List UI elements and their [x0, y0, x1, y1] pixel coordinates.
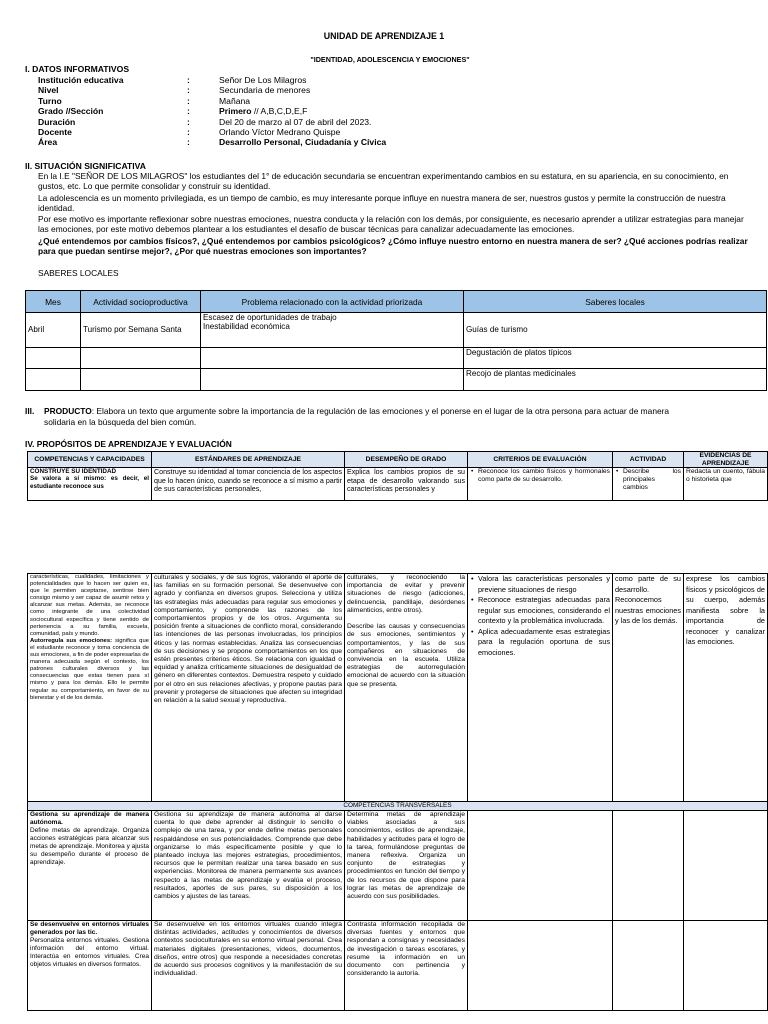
criterio-cell	[468, 468, 613, 501]
colon: :	[187, 85, 190, 96]
comp-cell	[28, 574, 152, 802]
comp-title: Se desenvuelve en entornos virtuales generados por las tic.	[30, 921, 149, 936]
info-label: Duración	[38, 116, 76, 127]
situation-line: La adolescencia es un momento privilegiada, es un tiempo de cambio, es muy interesante porque influye en nuestra manera de ser, nuestros gustos y permite la construcción de nuestra	[38, 193, 726, 203]
empty-cell	[468, 921, 613, 1011]
colon: :	[187, 106, 190, 117]
situation-line: las emociones, por este motivo debemos plantear a los estudiantes el desafío de buscar técnicas para canalizar adecuadamente las emociones.	[38, 224, 575, 234]
situation-line: identidad.	[38, 203, 75, 213]
evidencia-cell: Redacta un cuento, fábula o historieta que	[684, 468, 768, 501]
situation-question: para que puedan sentirse mejor?, ¿Por qué nuestras emociones son importantes?	[38, 246, 367, 256]
info-label: Grado //Sección	[38, 106, 104, 117]
header-problema: Problema relacionado con la actividad priorizada	[201, 291, 464, 313]
info-value	[219, 106, 386, 116]
estandar-cell: Construye su identidad al tomar conciencia de los aspectos que lo hacen único, cuando se reconoce a sí mismo a partir de sus características personales,	[152, 468, 345, 501]
section1-heading: I. DATOS INFORMATIVOS	[25, 64, 130, 74]
producto-label: PRODUCTO	[44, 406, 92, 416]
comp-text: características, cualidades, limitaciones y potencialidades que lo hacen ser quien es, que le permiten aceptarse, sentirse bien consigo mismo y ser capaz de asumir retos y alcanzar sus metas. Además, se reconoce como integrante de una colectividad sociocultural específica y tiene sentido de pertenencia a su familia, escuela, comunidad, país y mundo.	[30, 574, 149, 637]
actividad-item: • Describe los principales cambios	[623, 468, 681, 492]
colon: :	[187, 95, 190, 106]
criterio-item: • Reconoce los cambio físicos y hormonales como parte de su desarrollo.	[478, 468, 610, 484]
propositos-table-page1	[27, 451, 768, 501]
info-label: Área	[38, 137, 58, 148]
desempeno-cell: Determina metas de aprendizaje viables asociadas a sus conocimientos, estilos de aprendizaje, habilidades y actitudes para el logro de la tarea, formulándose preguntas de manera reflexiva. Organiza un conjunto de estrategias y procedimientos en función del tiempo y de los recursos de que dispone para lograr las metas de aprendizaje de acuerdo con sus posibilidades.	[345, 811, 468, 921]
header-actividad: Actividad socioproductiva	[81, 291, 201, 313]
info-label: Nivel	[38, 85, 59, 96]
comp-cell	[28, 468, 152, 501]
desempeno-cell: Contrasta información recopilada de diversas fuentes y entornos que respondan a consignas y necesidades de investigación o tareas escolares, y resume la información en un documento con pertinencia y considerando la autoría.	[345, 921, 468, 1011]
estandar-cell: culturales y sociales, y de sus logros, valorando el aporte de las familias en su formación personal. Se desenvuelve con agrado y confianza en diversos grupos. Selecciona y utiliza las estrategias más adecuadas para regular sus emociones y comportamiento, y comprende las razones de los comportamientos propios y de los otros. Argumenta su posición frente a situaciones de conflicto moral, considerando las intenciones de las personas involucradas, los principios éticos y las normas establecidas. Analiza las consecuencias de sus decisiones y se propone comportamientos en los que estén presentes criterios éticos. Se relaciona con igualdad o equidad y analiza críticamente situaciones de desigualdad de género en diferentes contextos. Demuestra respeto y cuidado por el otro en sus relaciones afectivas, y propone pautas para prevenir y protegerse de situaciones que afecten su integridad en relación a la salud sexual y reproductiva.	[152, 574, 345, 802]
table-cell	[26, 348, 81, 369]
criterio-cell	[468, 574, 613, 802]
desempeno-cell: Explica los cambios propios de su etapa de desarrollo valorando sus características personales y	[345, 468, 468, 501]
table-cell: Turismo por Semana Santa	[81, 313, 201, 348]
table-cell	[81, 348, 201, 369]
header-actividad: ACTIVIDAD	[613, 452, 684, 468]
table-cell	[201, 369, 464, 391]
comp-text: Personaliza entornos virtuales. Gestiona información del entorno virtual. Interactúa en entornos virtuales. Crea objetos virtuales en diversos formatos.	[30, 937, 149, 968]
situation-question: ¿Qué entendemos por cambios físicos?, ¿Qué entendemos por cambios psicológicos? ¿Cómo influye nuestro entorno en nuestra manera de ser? ¿Qué acciones podrías realizar	[38, 236, 748, 246]
empty-cell	[468, 811, 613, 921]
header-estandares: ESTÁNDARES DE APRENDIZAJE	[152, 452, 345, 468]
desempeno-text: culturales, y reconociendo la importancia de evitar y prevenir situaciones de riesgo (adicciones, delincuencia, pandillaje, desórdenes alimenticios, entre otros).	[347, 574, 465, 614]
comp-title: CONSTRUYE SU IDENTIDAD	[30, 468, 117, 476]
section2-heading: II. SITUACIÓN SIGNIFICATIVA	[25, 161, 146, 171]
info-label: Docente	[38, 126, 72, 137]
estandar-cell: Se desenvuelve en los entornos virtuales cuando integra distintas actividades, actitudes y conocimientos de diversos contextos socioculturales en su entorno virtual personal. Crea materiales digitales (presentaciones, videos, documentos, diseños, entre otros) que responde a necesidades concretas de acuerdo sus procesos cognitivos y la manifestación de su individualidad.	[152, 921, 345, 1011]
estandar-cell: Gestiona su aprendizaje de manera autónoma al darse cuenta lo que debe aprender al distinguir lo sencillo o complejo de una tarea, y por ende define metas personales respaldándose en sus potencialidades. Comprende que debe organizarse lo más específicamente posible y que lo planteado incluya las mejores estrategias, procedimientos, recursos que le permitan realizar una tarea basado en sus experiencias. Monitorea de manera permanente sus avances respecto a las metas de aprendizaje y evalúa el proceso, resultados, aportes de sus pares, su disposición a los cambios y ajustes de las tareas.	[152, 811, 345, 921]
saberes-table	[25, 290, 767, 391]
desempeno-text: Describe las causas y consecuencias de sus emociones, sentimientos y comportamientos, y las de sus compañeros en situaciones de convivencia en la escuela. Utiliza estrategias de autorregulación emocional de acuerdo con la situación que se presenta.	[347, 623, 465, 688]
header-desempeno: DESEMPEÑO DE GRADO	[345, 452, 468, 468]
table-cell: Escasez de oportunidades de trabajo Inestabilidad económica	[201, 313, 464, 348]
header-criterios: CRITERIOS DE EVALUACIÓN	[468, 452, 613, 468]
empty-cell	[613, 811, 684, 921]
table-cell: Abril	[26, 313, 81, 348]
document-subtitle: "IDENTIDAD, ADOLESCENCIA Y EMOCIONES"	[310, 55, 470, 64]
header-evidencias: EVIDENCIAS DE APRENDIZAJE	[684, 452, 768, 468]
info-value: Desarrollo Personal, Ciudadanía y Cívica	[219, 137, 387, 148]
criterio-item: • Reconoce estrategias adecuadas para regular sus emociones, considerando el contexto y la problemática involucrada.	[478, 595, 610, 627]
empty-cell	[684, 811, 768, 921]
table-cell: Recojo de plantas medicinales	[464, 369, 767, 391]
situation-line: Por ese motivo es importante reflexionar sobre nuestras emociones, nuestra conducta y la relación con los demás, por consiguiente, es necesario aprender a utilizar estrategias para manejar	[38, 214, 744, 224]
comp-cell	[28, 811, 152, 921]
comp-text: Define metas de aprendizaje. Organiza acciones estratégicas para alcanzar sus metas de aprendizaje. Monitorea y ajusta su desempeño durante el proceso de aprendizaje.	[30, 827, 149, 866]
section4-heading: IV. PROPÓSITOS DE APRENDIZAJE Y EVALUACIÓN	[25, 439, 232, 449]
info-label: Turno	[38, 95, 62, 106]
propositos-table-page2	[27, 573, 768, 1011]
table-cell: Guías de turismo	[464, 313, 767, 348]
situation-line: gustos, etc. Lo que permite consolidar y construir su identidad.	[38, 181, 271, 191]
info-value: Señor De Los Milagros	[219, 75, 307, 85]
producto-text: : Elabora un texto que argumente sobre la importancia de la regulación de las emociones y el ponerse en el lugar de la otra persona para actuar de manera	[91, 406, 670, 416]
criterio-item: • Aplica adecuadamente esas estrategias para la regulación oportuna de sus emociones.	[478, 627, 610, 659]
comp-text-autorregula: significa que el estudiante reconoce y toma conciencia de sus emociones, a fin de poder expresarlas de manera adecuada según el contexto, los patrones culturales diversos y las consecuencias que estas tienen para sí mismo y para los demás. Ello le permite regular su comportamiento, en favor de su bienestar y el de los demás.	[30, 637, 149, 701]
info-value: Del 20 de marzo al 07 de abril del 2023.	[219, 116, 372, 127]
colon: :	[187, 137, 190, 148]
transversal-label: COMPETENCIAS TRANSVERSALES	[28, 802, 768, 811]
table-cell: Degustación de platos típicos	[464, 348, 767, 369]
header-competencias: COMPETENCIAS Y CAPACIDADES	[28, 452, 152, 468]
comp-title: Gestiona su aprendizaje de manera autónoma.	[30, 811, 149, 826]
comp-title-autorregula: Autorregula sus emociones:	[30, 637, 113, 644]
section3-heading: III.	[25, 406, 35, 416]
grado-rest: // A,B,C,D,E,F	[251, 106, 308, 117]
saberes-label: SABERES LOCALES	[38, 268, 119, 278]
info-colons	[187, 75, 190, 148]
info-labels	[38, 75, 123, 148]
grado-bold: Primero	[219, 106, 252, 117]
table-cell	[81, 369, 201, 391]
actividad-cell: como parte de su desarrollo. Reconocemos nuestras emociones y las de los demás.	[613, 574, 684, 802]
table-cell	[26, 369, 81, 391]
info-label: Institución educativa	[38, 75, 124, 85]
info-value: Secundaria de menores	[219, 85, 311, 96]
document-title: UNIDAD DE APRENDIZAJE 1	[323, 31, 445, 41]
info-values	[219, 75, 386, 148]
empty-cell	[613, 921, 684, 1011]
header-mes: Mes	[26, 291, 81, 313]
actividad-cell	[613, 468, 684, 501]
colon: :	[187, 116, 190, 127]
comp-cell	[28, 921, 152, 1011]
desempeno-cell	[345, 574, 468, 802]
header-saberes: Saberes locales	[464, 291, 767, 313]
empty-cell	[684, 921, 768, 1011]
producto-line2: solidaria en la búsqueda del bien común.	[44, 417, 197, 427]
producto-line	[44, 406, 669, 416]
colon: :	[187, 126, 190, 137]
table-cell	[201, 348, 464, 369]
info-value: Mañana	[219, 95, 251, 106]
colon: :	[187, 75, 190, 85]
situation-line: En la I.E "SEÑOR DE LOS MILAGROS" los estudiantes del 1° de educación secundaria se encuentran experimentando cambios en su estatura, en su apariencia, en su conocimiento, en	[38, 171, 729, 181]
info-value: Orlando Víctor Medrano Quispe	[219, 126, 341, 137]
evidencia-cell: exprese los cambios físicos y psicológicos de su cuerpo, además manifiesta sobre la importancia de reconocer y canalizar las emociones.	[684, 574, 768, 802]
comp-text: Se valora a sí mismo: es decir, el estudiante reconoce sus	[30, 475, 149, 490]
criterio-item: • Valora las características personales y previene situaciones de riesgo	[478, 574, 610, 595]
